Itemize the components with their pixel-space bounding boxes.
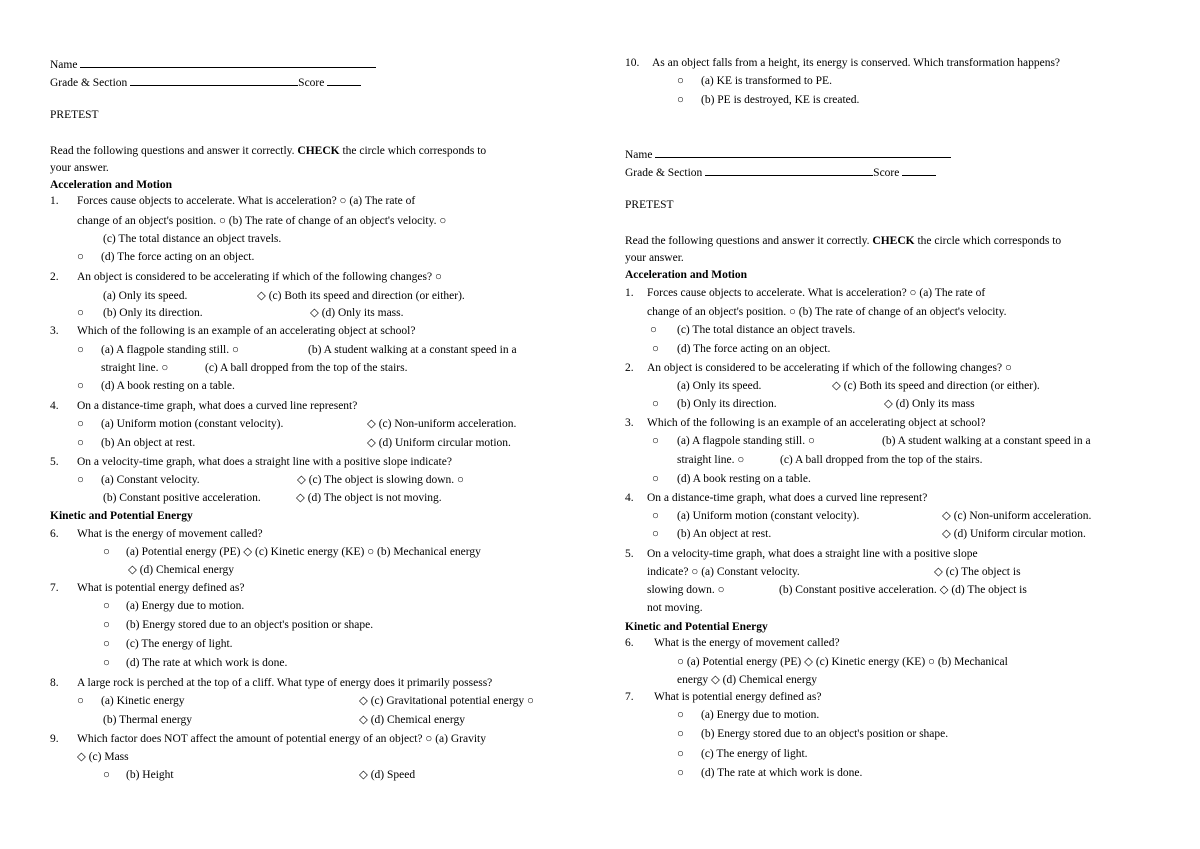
- question-8-text: A large rock is perched at the top of a cliff. What type of energy does it primarily possess?: [77, 677, 493, 689]
- option-b-continued: straight line. ○: [101, 362, 169, 374]
- option-d: (d) A book resting on a table.: [677, 473, 811, 485]
- circle-icon[interactable]: ○: [77, 344, 84, 356]
- question-7-text: What is potential energy defined as?: [654, 691, 822, 703]
- circle-icon[interactable]: ○: [677, 767, 684, 779]
- question-number: 10.: [625, 57, 640, 69]
- page-title: PRETEST: [50, 109, 99, 121]
- option-c: (c) A ball dropped from the top of the stairs.: [780, 454, 983, 466]
- option-c: (c) The energy of light.: [701, 748, 808, 760]
- option-a: (a) A flagpole standing still. ○: [677, 435, 815, 447]
- section-heading-energy: Kinetic and Potential Energy: [50, 510, 193, 522]
- question-number: 3.: [50, 325, 59, 337]
- grade-section-blank[interactable]: [130, 74, 298, 86]
- instructions-check-word: CHECK: [297, 145, 340, 157]
- option-c: ◇ (c) Gravitational potential energy ○: [359, 695, 534, 707]
- circle-icon[interactable]: ○: [103, 769, 110, 781]
- name-line: [625, 146, 951, 162]
- option-b: (b) A student walking at a constant speed in a: [308, 344, 517, 356]
- circle-icon[interactable]: ○: [103, 600, 110, 612]
- question-5-text: On a velocity-time graph, what does a straight line with a positive slope: [647, 548, 978, 560]
- option-b: (b) An object at rest.: [101, 437, 196, 449]
- option-a: (a) Only its speed.: [103, 290, 188, 302]
- question-number: 6.: [625, 637, 634, 649]
- question-number: 1.: [625, 287, 634, 299]
- grade-section-label: Grade & Section: [625, 167, 703, 179]
- option-b: (b) Thermal energy: [103, 714, 192, 726]
- question-6-text: What is the energy of movement called?: [77, 528, 263, 540]
- circle-icon[interactable]: ○: [652, 473, 659, 485]
- option-c: ◇ (c) Non-uniform acceleration.: [942, 510, 1092, 522]
- option-c: ◇ (c) Mass: [77, 751, 129, 763]
- question-1-text: Forces cause objects to accelerate. What is acceleration? ○ (a) The rate of: [77, 195, 416, 207]
- question-1-text: Forces cause objects to accelerate. What is acceleration? ○ (a) The rate of: [647, 287, 986, 299]
- section-heading-acceleration: Acceleration and Motion: [625, 269, 748, 281]
- question-7-text: What is potential energy defined as?: [77, 582, 245, 594]
- instructions-text: Read the following questions and answer it correctly.: [625, 235, 873, 247]
- instructions-text: Read the following questions and answer it correctly.: [50, 145, 298, 157]
- circle-icon[interactable]: ○: [77, 251, 84, 263]
- question-5-text: On a velocity-time graph, what does a straight line with a positive slope indicate?: [77, 456, 452, 468]
- circle-icon[interactable]: ○: [677, 748, 684, 760]
- question-6-options: (a) Potential energy (PE) ◇ (c) Kinetic energy (KE) ○ (b) Mechanical energy: [126, 546, 481, 558]
- instructions-line-1: [50, 144, 486, 158]
- circle-icon[interactable]: ○: [677, 709, 684, 721]
- page-title: PRETEST: [625, 199, 674, 211]
- circle-icon[interactable]: ○: [103, 546, 110, 558]
- option-b: (b) A student walking at a constant speed in a: [882, 435, 1091, 447]
- circle-icon[interactable]: ○: [652, 343, 659, 355]
- option-c: ◇ (c) The object is: [934, 566, 1021, 578]
- option-b: (b) Energy stored due to an object's position or shape.: [126, 619, 374, 631]
- option-a: (a) Energy due to motion.: [126, 600, 245, 612]
- score-label: Score: [298, 77, 325, 89]
- option-c: (c) The total distance an object travels.: [677, 324, 856, 336]
- option-b: (b) Only its direction.: [103, 307, 203, 319]
- option-b: (b) Constant positive acceleration.: [103, 492, 261, 504]
- question-number: 5.: [625, 548, 634, 560]
- question-9-text: Which factor does NOT affect the amount of potential energy of an object? ○ (a) Gravity: [77, 733, 486, 745]
- question-number: 9.: [50, 733, 59, 745]
- circle-icon[interactable]: ○: [103, 619, 110, 631]
- score-blank[interactable]: [327, 74, 361, 86]
- circle-icon[interactable]: ○: [677, 75, 684, 87]
- instructions-text-end: the circle which corresponds to: [339, 145, 487, 157]
- circle-icon[interactable]: ○: [77, 474, 84, 486]
- option-d: ◇ (d) The object is not moving.: [296, 492, 442, 504]
- option-d: ◇ (d) Uniform circular motion.: [367, 437, 511, 449]
- option-d: ◇ (d) Chemical energy: [359, 714, 466, 726]
- question-3-text: Which of the following is an example of an accelerating object at school?: [647, 417, 986, 429]
- question-10-text: As an object falls from a height, its energy is conserved. Which transformation happens?: [652, 57, 1061, 69]
- option-c: ◇ (c) Both its speed and direction (or either).: [832, 380, 1040, 392]
- option-a: (a) Uniform motion (constant velocity).: [677, 510, 860, 522]
- section-heading-acceleration: Acceleration and Motion: [50, 179, 173, 191]
- question-1-options: change of an object's position. ○ (b) The rate of change of an object's velocity. ○: [77, 215, 447, 227]
- instructions-line-2: your answer.: [50, 162, 109, 174]
- grade-section-blank[interactable]: [705, 164, 873, 176]
- name-label: Name: [50, 59, 78, 71]
- question-number: 3.: [625, 417, 634, 429]
- option-c: ◇ (c) Non-uniform acceleration.: [367, 418, 517, 430]
- option-b: (b) Height: [126, 769, 174, 781]
- option-a: (a) Kinetic energy: [101, 695, 185, 707]
- option-a: (a) Only its speed.: [677, 380, 762, 392]
- section-heading-energy: Kinetic and Potential Energy: [625, 621, 768, 633]
- question-number: 4.: [50, 400, 59, 412]
- option-d-continued: not moving.: [647, 602, 703, 614]
- score-blank[interactable]: [902, 164, 936, 176]
- option-d: ◇ (d) Only its mass.: [310, 307, 404, 319]
- option-d: ◇ (d) Uniform circular motion.: [942, 528, 1086, 540]
- question-6-text: What is the energy of movement called?: [654, 637, 840, 649]
- question-number: 8.: [50, 677, 59, 689]
- option-c: (c) The total distance an object travels.: [103, 233, 282, 245]
- circle-icon[interactable]: ○: [77, 695, 84, 707]
- question-6-options: ○ (a) Potential energy (PE) ◇ (c) Kinetic energy (KE) ○ (b) Mechanical: [677, 656, 1008, 668]
- instructions-text-end: the circle which corresponds to: [914, 235, 1062, 247]
- option-a: (a) Constant velocity.: [101, 474, 200, 486]
- option-c-continued: slowing down. ○: [647, 584, 725, 596]
- question-number: 4.: [625, 492, 634, 504]
- option-b: (b) Energy stored due to an object's position or shape.: [701, 728, 949, 740]
- circle-icon[interactable]: ○: [103, 657, 110, 669]
- name-blank[interactable]: [655, 146, 951, 158]
- circle-icon[interactable]: ○: [77, 437, 84, 449]
- question-number: 1.: [50, 195, 59, 207]
- option-d: energy ◇ (d) Chemical energy: [677, 674, 817, 686]
- question-2-text: An object is considered to be accelerating if which of the following changes? ○: [77, 271, 442, 283]
- option-b-continued: straight line. ○: [677, 454, 745, 466]
- question-number: 2.: [625, 362, 634, 374]
- instructions-line-2: your answer.: [625, 252, 684, 264]
- question-4-text: On a distance-time graph, what does a curved line represent?: [77, 400, 358, 412]
- score-label: Score: [873, 167, 900, 179]
- circle-icon[interactable]: ○: [103, 638, 110, 650]
- option-d: ◇ (d) Chemical energy: [128, 564, 235, 576]
- option-d: (d) The force acting on an object.: [101, 251, 255, 263]
- question-2-text: An object is considered to be accelerating if which of the following changes? ○: [647, 362, 1012, 374]
- option-c: ◇ (c) The object is slowing down. ○: [297, 474, 464, 486]
- question-number: 2.: [50, 271, 59, 283]
- question-number: 7.: [50, 582, 59, 594]
- option-d: (d) The rate at which work is done.: [126, 657, 288, 669]
- circle-icon[interactable]: ○: [650, 324, 657, 336]
- question-number: 5.: [50, 456, 59, 468]
- option-a: (a) KE is transformed to PE.: [701, 75, 832, 87]
- option-b: (b) An object at rest.: [677, 528, 772, 540]
- option-a: (a) A flagpole standing still. ○: [101, 344, 239, 356]
- circle-icon[interactable]: ○: [77, 307, 84, 319]
- circle-icon[interactable]: ○: [652, 398, 659, 410]
- option-d: (d) The rate at which work is done.: [701, 767, 863, 779]
- option-c: ◇ (c) Both its speed and direction (or either).: [257, 290, 465, 302]
- name-blank[interactable]: [80, 56, 376, 68]
- question-4-text: On a distance-time graph, what does a curved line represent?: [647, 492, 928, 504]
- circle-icon[interactable]: ○: [652, 510, 659, 522]
- question-3-text: Which of the following is an example of an accelerating object at school?: [77, 325, 416, 337]
- question-1-options: change of an object's position. ○ (b) The rate of change of an object's velocity.: [647, 306, 1007, 318]
- option-c: (c) The energy of light.: [126, 638, 233, 650]
- circle-icon[interactable]: ○: [677, 94, 684, 106]
- grade-section-label: Grade & Section: [50, 77, 128, 89]
- option-b: (b) Only its direction.: [677, 398, 777, 410]
- grade-section-line: [625, 164, 936, 180]
- circle-icon[interactable]: ○: [677, 728, 684, 740]
- name-label: Name: [625, 149, 653, 161]
- grade-section-line: [50, 74, 361, 90]
- circle-icon[interactable]: ○: [77, 418, 84, 430]
- option-b-d: (b) Constant positive acceleration. ◇ (d) The object is: [779, 584, 1027, 596]
- instructions-line-1: [625, 234, 1061, 248]
- circle-icon[interactable]: ○: [77, 380, 84, 392]
- name-line: [50, 56, 376, 72]
- option-c: (c) A ball dropped from the top of the stairs.: [205, 362, 408, 374]
- option-b: (b) PE is destroyed, KE is created.: [701, 94, 860, 106]
- circle-icon[interactable]: ○: [652, 528, 659, 540]
- option-d: ◇ (d) Only its mass: [884, 398, 975, 410]
- question-number: 7.: [625, 691, 634, 703]
- option-a: indicate? ○ (a) Constant velocity.: [647, 566, 800, 578]
- circle-icon[interactable]: ○: [652, 435, 659, 447]
- option-a: (a) Uniform motion (constant velocity).: [101, 418, 284, 430]
- option-d: ◇ (d) Speed: [359, 769, 416, 781]
- option-d: (d) The force acting on an object.: [677, 343, 831, 355]
- option-d: (d) A book resting on a table.: [101, 380, 235, 392]
- question-number: 6.: [50, 528, 59, 540]
- instructions-check-word: CHECK: [872, 235, 915, 247]
- option-a: (a) Energy due to motion.: [701, 709, 820, 721]
